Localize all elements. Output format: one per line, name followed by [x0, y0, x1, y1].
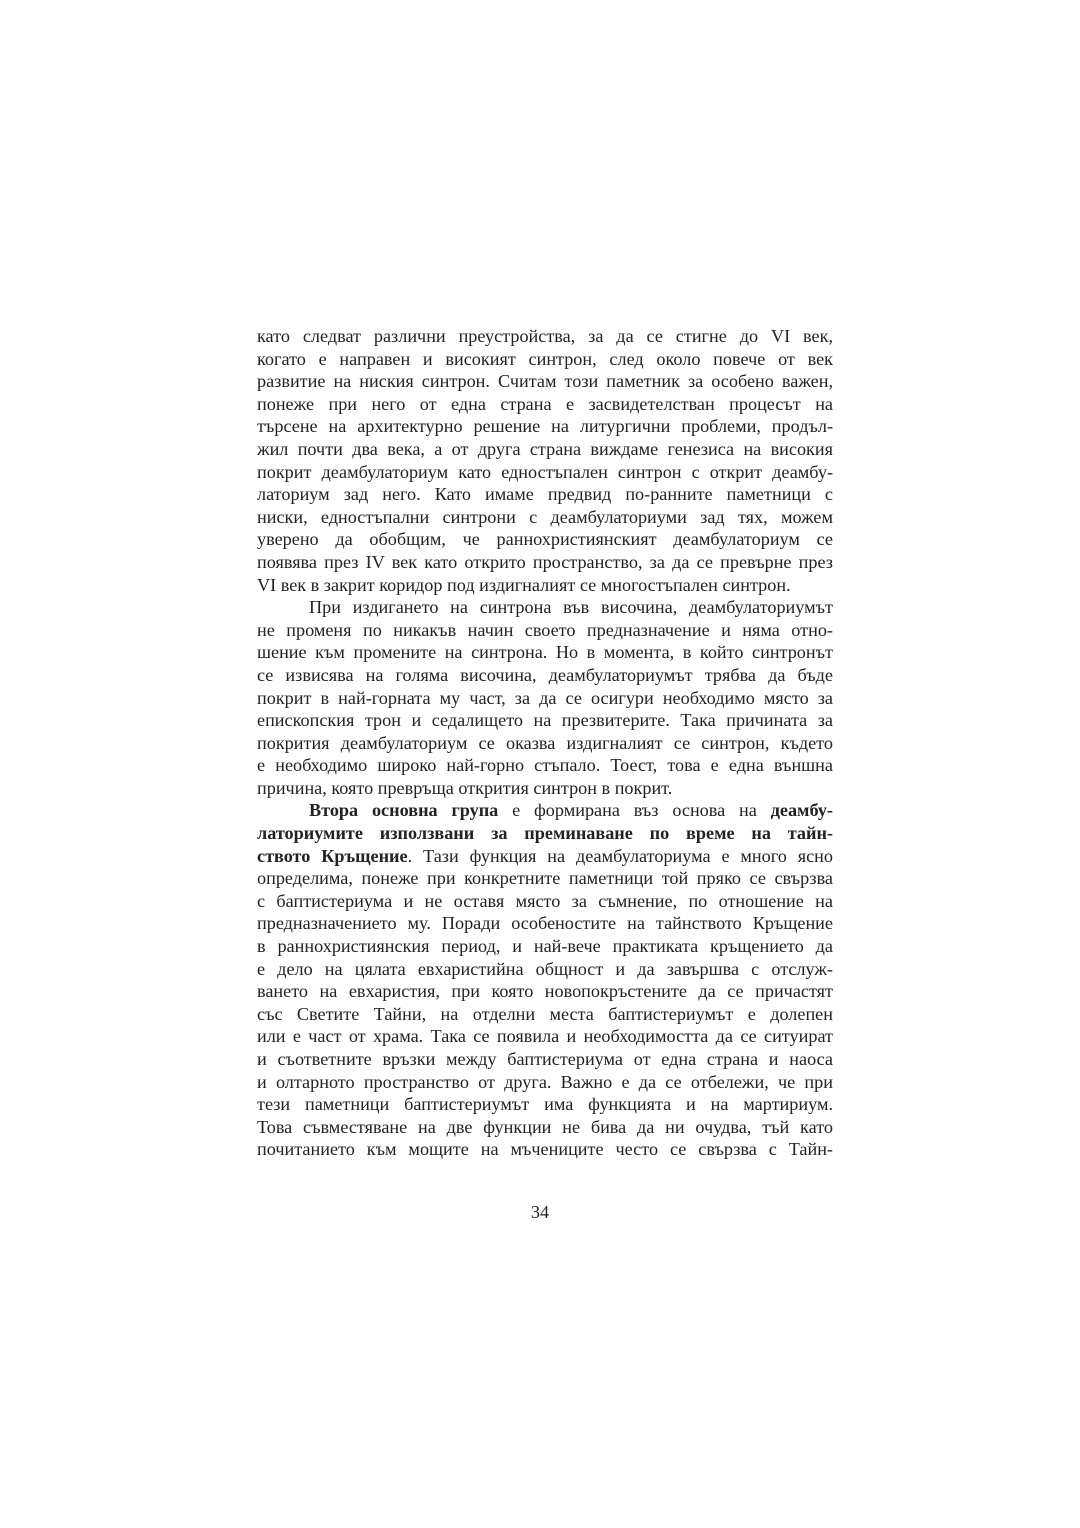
text-line: Това съвместяване на две функции не бива да ни очудва, тъй като — [257, 1116, 833, 1137]
text-line: шение към промените на синтрона. Но в момента, в който синтронът — [257, 642, 833, 663]
text-line: почитанието към мощите на мъчениците често се свързва с Тайн- — [257, 1139, 833, 1160]
bold-phrase: латориумите използвани за преминаване по време на тайн- — [257, 823, 833, 844]
text-line: покрития деамбулаториум се оказва издигналият се синтрон, където — [257, 732, 833, 753]
text-line: се извисява на голяма височина, деамбулаториумът трябва да бъде — [257, 664, 833, 685]
text-line: или е част от храма. Така се появила и необходимостта да се ситуират — [257, 1026, 833, 1047]
text-line: в раннохристиянския период, и най-вече практиката кръщението да — [257, 936, 833, 957]
text-line: със Светите Тайни, на отделни места баптистериумът е долепен — [257, 1003, 833, 1024]
text-line: е необходимо широко най-горно стъпало. Тоест, това е една външна — [257, 755, 833, 776]
text-line: предназначението му. Поради особеностите на тайнството Кръщение — [257, 913, 833, 934]
bold-phrase: Втора основна група — [309, 800, 499, 821]
text-line: причина, която превръща открития синтрон в покрит. — [257, 777, 673, 798]
text-run: е формирана въз основа на — [498, 800, 771, 821]
text-line: и олтарното пространство от друга. Важно е да се отбележи, че при — [257, 1071, 833, 1092]
text-line: не променя по никакъв начин своето предназначение и няма отно- — [257, 619, 833, 640]
text-line: развитие на ниския синтрон. Считам този паметник за особено важен, — [257, 371, 833, 392]
text-line: покрит деамбулаториум като едностъпален синтрон с открит деамбу- — [257, 461, 833, 482]
text-line: с баптистериума и не оставя място за съмнение, по отношение на — [257, 890, 833, 911]
text-line — [257, 845, 833, 868]
text-line: когато е направен и високият синтрон, след около повече от век — [257, 348, 833, 369]
text-line: уверено да обобщим, че раннохристиянският деамбулаториум се — [257, 529, 833, 550]
text-line: и съответните връзки между баптистериума от една страна и наоса — [257, 1049, 833, 1069]
text-line: понеже при него от една страна е засвидетелстван процесът на — [257, 393, 833, 414]
text-line: VI век в закрит коридор под издигналият се многостъпален синтрон. — [257, 574, 791, 595]
page-number: 34 — [530, 1202, 550, 1222]
text-line: ниски, едностъпални синтрони с деамбулаториуми зад тях, можем — [257, 506, 833, 527]
text-line: тези паметници баптистериумът има функцията и на мартириум. — [257, 1094, 833, 1115]
body-text — [257, 325, 833, 1161]
text-line: появява през IV век като открито пространство, за да се превърне през — [257, 551, 833, 572]
text-line: ването на евхаристия, при която новопокръстените да се причастят — [257, 981, 833, 1002]
text-line: При издигането на синтрона във височина, деамбулаториумът — [309, 597, 833, 618]
text-line: определима, понеже при конкретните паметници той пряко се свързва — [257, 868, 833, 889]
text-line — [257, 822, 833, 845]
text-line: латориум зад него. Като имаме предвид по-ранните паметници с — [257, 484, 833, 505]
text-run: . Тази функция на деамбулаториума е много ясно — [407, 845, 834, 866]
text-line — [257, 799, 833, 822]
text-line: като следват различни преустройства, за да се стигне до VI век, — [257, 326, 833, 346]
bold-phrase: ството Кръщение — [257, 845, 408, 866]
bold-phrase: деамбу- — [770, 800, 833, 821]
text-line: жил почти два века, а от друга страна виждаме генезиса на високия — [257, 438, 833, 459]
text-line: търсене на архитектурно решение на литургични проблеми, продъл- — [257, 416, 833, 437]
text-line: покрит в най-горната му част, за да се осигури необходимо място за — [257, 687, 833, 708]
text-line: епископския трон и седалището на презвитерите. Така причината за — [257, 710, 833, 731]
text-line: е дело на цялата евхаристийна общност и да завършва с отслуж- — [257, 958, 833, 979]
